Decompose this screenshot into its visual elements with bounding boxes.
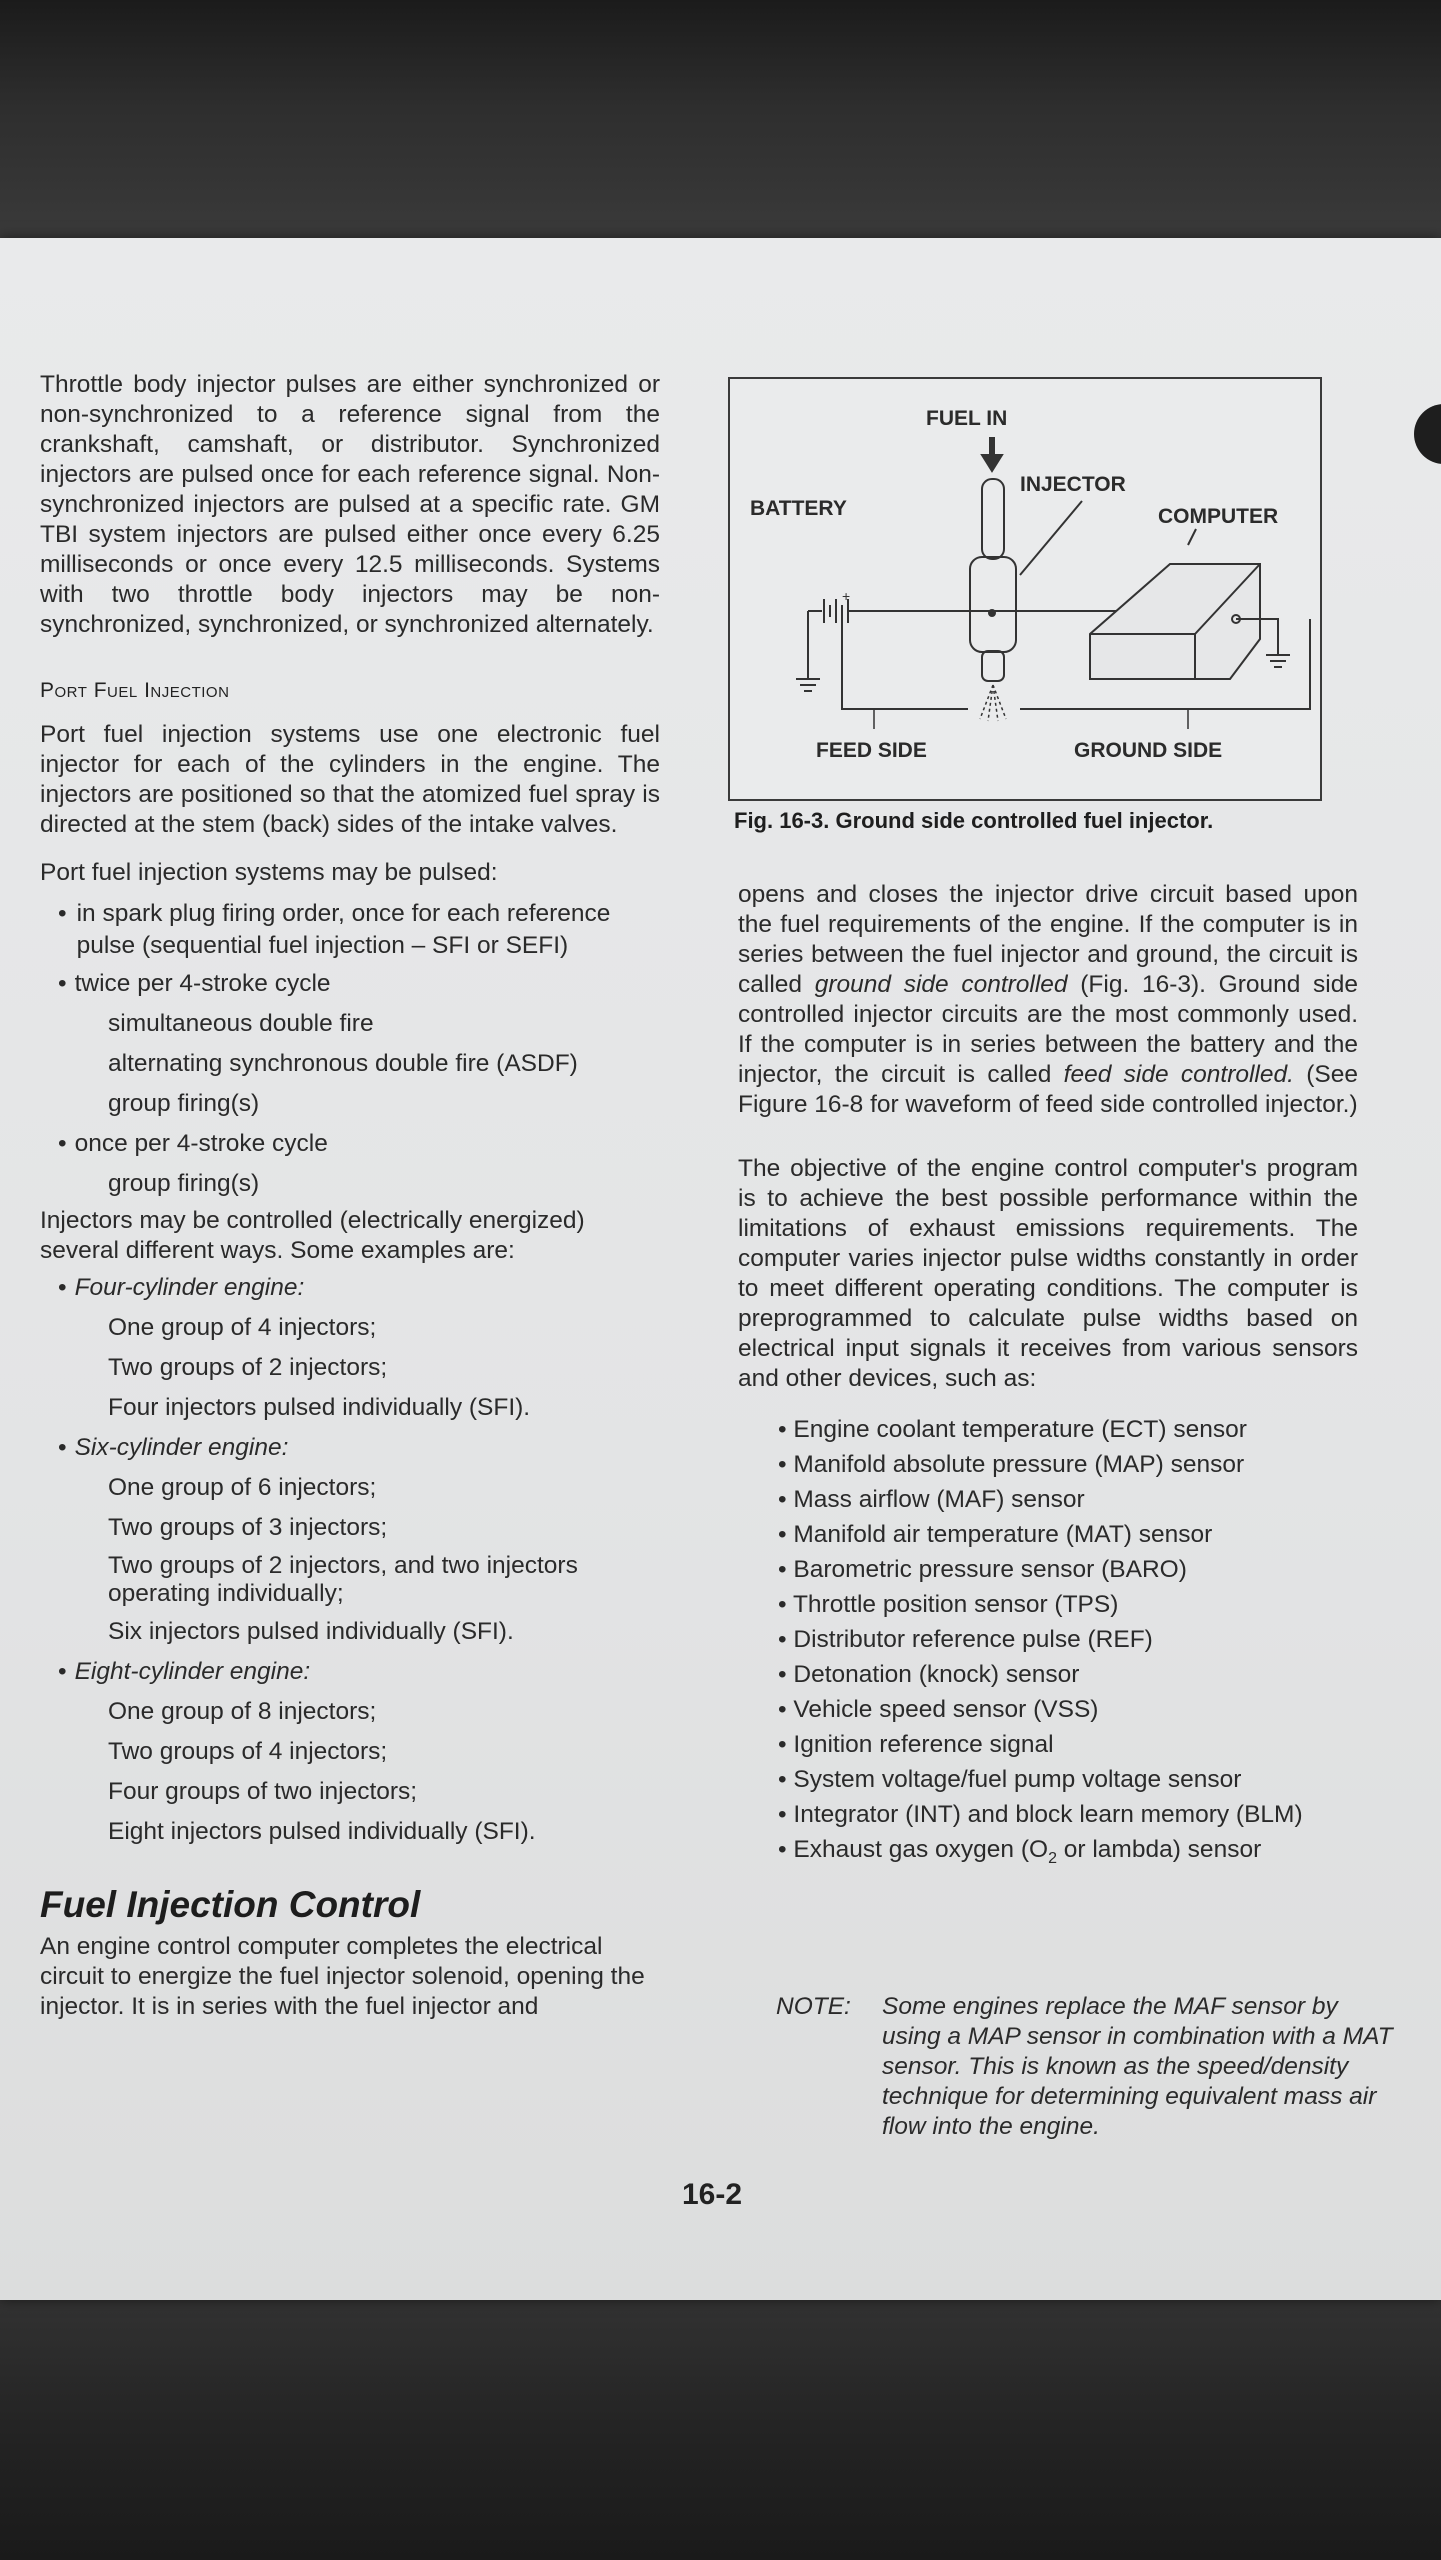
injector-tip-icon [982,651,1004,681]
list-subitem: Two groups of 2 injectors, and two injectors operating individually; [108,1552,578,1607]
left-column [40,370,660,2022]
list-subitem: group firing(s) [108,1170,260,1197]
page-number: 16-2 [682,2178,743,2211]
label-injector: INJECTOR [1020,473,1126,496]
right-column [738,880,1358,1876]
list-subitem: One group of 4 injectors; [108,1314,377,1341]
label-computer: COMPUTER [1158,505,1279,528]
computer-box-icon [1090,564,1260,679]
list-subitem: One group of 8 injectors; [108,1698,377,1725]
computer-pointer [1188,529,1196,545]
sensor-item-o2: • Exhaust gas oxygen ($O_2$ or lambda) sensor [778,1836,1262,1867]
injector-pointer [1020,501,1082,575]
battery-ground-icon [796,679,820,691]
list-subitem: group firing(s) [108,1090,260,1117]
list-subitem: Eight injectors pulsed individually (SFI). [108,1818,536,1845]
list-subitem: Two groups of 4 injectors; [108,1738,388,1765]
control-intro: Injectors may be controlled (electrically energized) several different ways. Some examples are: [40,1207,585,1264]
list-subitem: One group of 6 injectors; [108,1474,377,1501]
list-subitem: Six injectors pulsed individually (SFI). [108,1618,514,1645]
injector-circuit-diagram [730,379,1320,799]
table-surface-top [0,0,1441,240]
four-cylinder-heading: • Four-cylinder engine: [40,1272,660,1304]
port-injection-paragraph: Port fuel injection systems use one electronic fuel injector for each of the cylinders in the engine. The injectors are positioned so that the atomized fuel spray is directed at the stem (back) sides of the intake valves. [40,721,660,838]
sensor-item: • Detonation (knock) sensor [778,1657,1358,1692]
note-block [776,1992,1396,2142]
sensor-item: • Ignition reference signal [778,1727,1358,1762]
fuel-spray-icon [980,685,1006,721]
table-surface-bottom [0,2290,1441,2560]
sensor-item: • System voltage/fuel pump voltage sensor [778,1762,1358,1797]
section-heading-port-fuel-injection: Port Fuel Injection [40,679,230,702]
list-subitem: Two groups of 3 injectors; [108,1514,388,1541]
injector-body-icon [970,557,1016,652]
injector-nozzle-icon [982,479,1004,559]
sensor-item: • Distributor reference pulse (REF) [778,1622,1358,1657]
right-paragraph-1: opens and closes the injector drive circuit based upon the fuel requirements of the engine. If the computer is in series between the fuel injector and ground, the circuit is called ground side controlled (Fig. 16-3). Ground side controlled injector circuits are the most commonly used. If the computer is in series between the battery and the injector, the circuit is called feed side controlled. (See Figure 16-8 for waveform of feed side controlled injector.) [738,881,1359,1118]
note-text: Some engines replace the MAF sensor by using a MAP sensor in combination with a MAT sensor. This is known as the speed/density technique for determining equivalent mass air flow into the engine. [882,1993,1393,2140]
sensor-item: • Manifold air temperature (MAT) sensor [778,1517,1358,1552]
figure-caption: Fig. 16-3. Ground side controlled fuel injector. [734,808,1214,833]
note-label: NOTE: [776,1993,851,2020]
sensor-item: • Manifold absolute pressure (MAP) sensor [778,1447,1358,1482]
sensor-item: • Vehicle speed sensor (VSS) [778,1692,1358,1727]
label-fuel-in: FUEL IN [926,407,1008,430]
sensor-list [778,1412,1358,1832]
feed-side-wire [842,611,968,709]
pulsed-intro: Port fuel injection systems may be pulsed: [40,859,498,886]
computer-ground-icon [1266,655,1290,667]
label-ground-side: GROUND SIDE [1074,739,1223,762]
sensor-item: • Engine coolant temperature (ECT) sensor [778,1412,1358,1447]
label-battery: BATTERY [750,497,847,520]
eight-cylinder-heading: • Eight-cylinder engine: [40,1656,660,1688]
list-subitem: Four injectors pulsed individually (SFI). [108,1394,531,1421]
six-cylinder-heading: • Six-cylinder engine: [40,1432,660,1464]
fuel-in-arrowhead-icon [982,455,1002,471]
list-subitem: alternating synchronous double fire (ASDF) [108,1050,578,1077]
control-paragraph: An engine control computer completes the electrical circuit to energize the fuel injector solenoid, opening the injector. It is in series with the fuel injector and [40,1933,645,2020]
list-subitem: Four groups of two injectors; [108,1778,418,1805]
list-item: • in spark plug firing order, once for each reference pulse (sequential fuel injection – SFI or SEFI) [58,900,611,959]
sensor-item: • Integrator (INT) and block learn memory (BLM) [778,1797,1358,1832]
list-subitem: simultaneous double fire [108,1010,374,1037]
sensor-item: • Mass airflow (MAF) sensor [778,1482,1358,1517]
list-item: • twice per 4-stroke cycle [40,968,660,1000]
svg-text:+: + [842,588,851,604]
intro-paragraph: Throttle body injector pulses are either synchronized or non-synchronized to a reference signal from the crankshaft, camshaft, or distributor. Synchronized injectors are pulsed once for each reference signal. Non-synchronized injectors are pulsed at a specific rate. GM TBI system injectors are pulsed either once every 6.25 milliseconds or once every 12.5 milliseconds. Systems with two throttle body injectors may be non-synchronized, synchronized, or synchronized alternately. [40,371,660,638]
heading-fuel-injection-control: Fuel Injection Control [40,1884,421,1925]
sensor-item: • Throttle position sensor (TPS) [778,1587,1358,1622]
right-paragraph-2: The objective of the engine control computer's program is to achieve the best possible performance within the limitations of exhaust emissions requirements. The computer varies injector pulse widths constantly in order to meet different operating conditions. The computer is preprogrammed to calculate pulse widths based on electrical input signals it receives from various sensors and other devices, such as: [738,1155,1358,1392]
label-feed-side: FEED SIDE [816,739,927,762]
list-subitem: Two groups of 2 injectors; [108,1354,388,1381]
figure-ground-side-injector [728,377,1322,801]
list-item: • once per 4-stroke cycle [40,1128,660,1160]
sensor-item: • Barometric pressure sensor (BARO) [778,1552,1358,1587]
